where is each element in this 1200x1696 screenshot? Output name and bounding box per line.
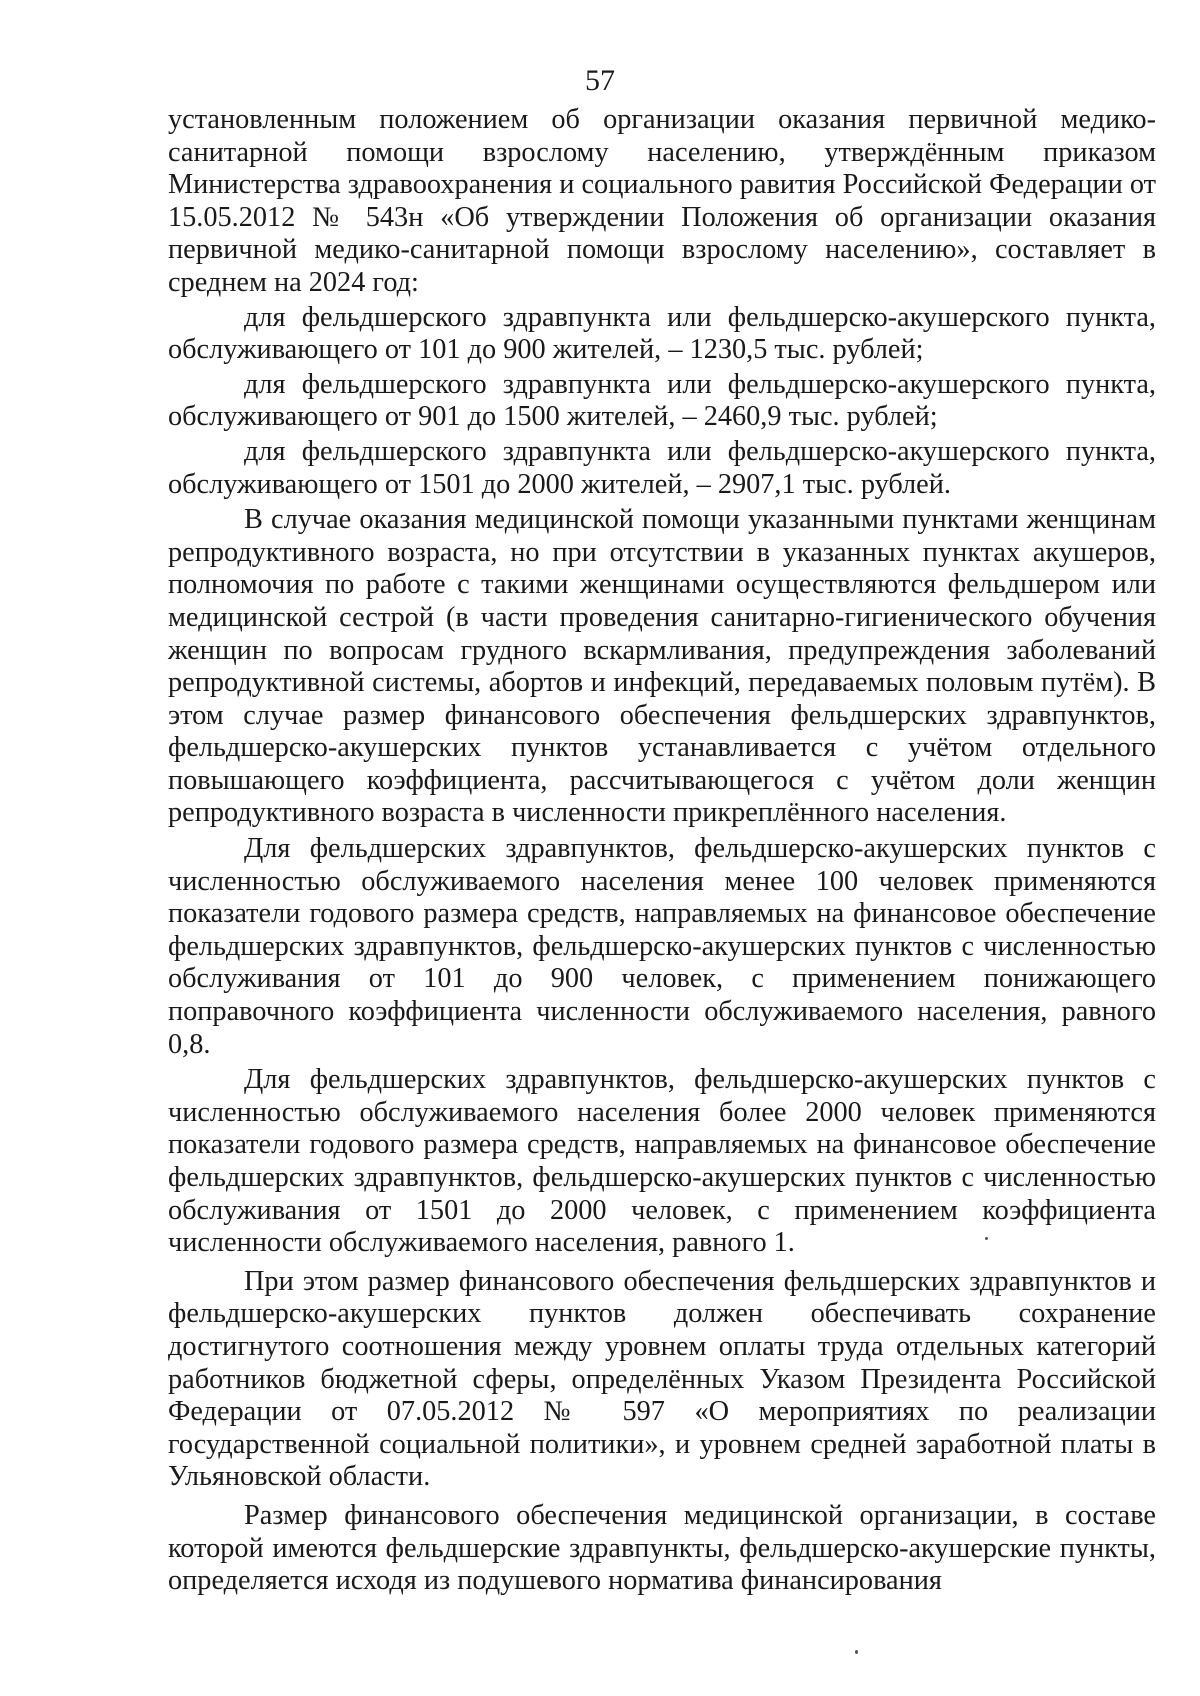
paragraph-under-100: Для фельдшерских здравпунктов, фельдшерско-акушерских пунктов с численностью обслуживаемого населения менее 100 человек применяются показатели годового размера средств, направляемых на финансовое обеспечение фельдшерских здравпунктов, фельдшерско-акушерских пунктов с численностью обслуживания от 101 до 900 человек, с применением понижающего поправочного коэффициента численности обслуживаемого населения, равного 0,8.	[168, 833, 1156, 1060]
document-body	[168, 104, 1156, 1598]
list-item-101-900: для фельдшерского здравпункта или фельдшерско-акушерского пункта, обслуживающего от 101 до 900 жителей, – 1230,5 тыс. рублей;	[168, 301, 1156, 366]
scan-speck	[985, 1237, 988, 1240]
page-number: 57	[585, 64, 615, 97]
list-item-901-1500: для фельдшерского здравпункта или фельдшерско-акушерского пункта, обслуживающего от 901 до 1500 жителей, – 2460,9 тыс. рублей;	[168, 368, 1156, 433]
scan-speck	[855, 1650, 858, 1654]
list-item-1501-2000: для фельдшерского здравпункта или фельдшерско-акушерского пункта, обслуживающего от 1501 до 2000 жителей, – 2907,1 тыс. рублей.	[168, 435, 1156, 500]
paragraph-continuation: установленным положением об организации оказания первичной медико-санитарной помощи взрослому населению, утверждённым приказом Министерства здравоохранения и социального равития Российской Федерации от 15.05.2012 № 543н «Об утверждении Положения об организации оказания первичной медико-санитарной помощи взрослому населению», составляет в среднем на 2024 год:	[168, 104, 1156, 298]
paragraph-salary-ratio: При этом размер финансового обеспечения фельдшерских здравпунктов и фельдшерско-акушерских пунктов должен обеспечивать сохранение достигнутого соотношения между уровнем оплаты труда отдельных категорий работников бюджетной сферы, определённых Указом Президента Российской Федерации от 07.05.2012 № 597 «О мероприятиях по реализации государственной социальной политики», и уровнем средней заработной платы в Ульяновской области.	[168, 1265, 1156, 1493]
paragraph-reproductive-age: В случае оказания медицинской помощи указанными пунктами женщинам репродуктивного возраста, но при отсутствии в указанных пунктах акушеров, полномочия по работе с такими женщинами осуществляются фельдшером или медицинской сестрой (в части проведения санитарно-гигиенического обучения женщин по вопросам грудного вскармливания, предупреждения заболеваний репродуктивной системы, абортов и инфекций, передаваемых половым путём). В этом случае размер финансового обеспечения фельдшерских здравпунктов, фельдшерско-акушерских пунктов устанавливается с учётом отдельного повышающего коэффициента, рассчитывающегося с учётом доли женщин репродуктивного возраста в численности прикреплённого населения.	[168, 504, 1156, 829]
paragraph-over-2000: Для фельдшерских здравпунктов, фельдшерско-акушерских пунктов с численностью обслуживаемого населения более 2000 человек применяются показатели годового размера средств, направляемых на финансовое обеспечение фельдшерских здравпунктов, фельдшерско-акушерских пунктов с численностью обслуживания от 1501 до 2000 человек, с применением коэффициента численности обслуживаемого населения, равного 1.	[168, 1064, 1156, 1259]
paragraph-per-capita: Размер финансового обеспечения медицинской организации, в составе которой имеются фельдшерские здравпункты, фельдшерско-акушерские пункты, определяется исходя из подушевого норматива финансирования	[168, 1499, 1156, 1597]
